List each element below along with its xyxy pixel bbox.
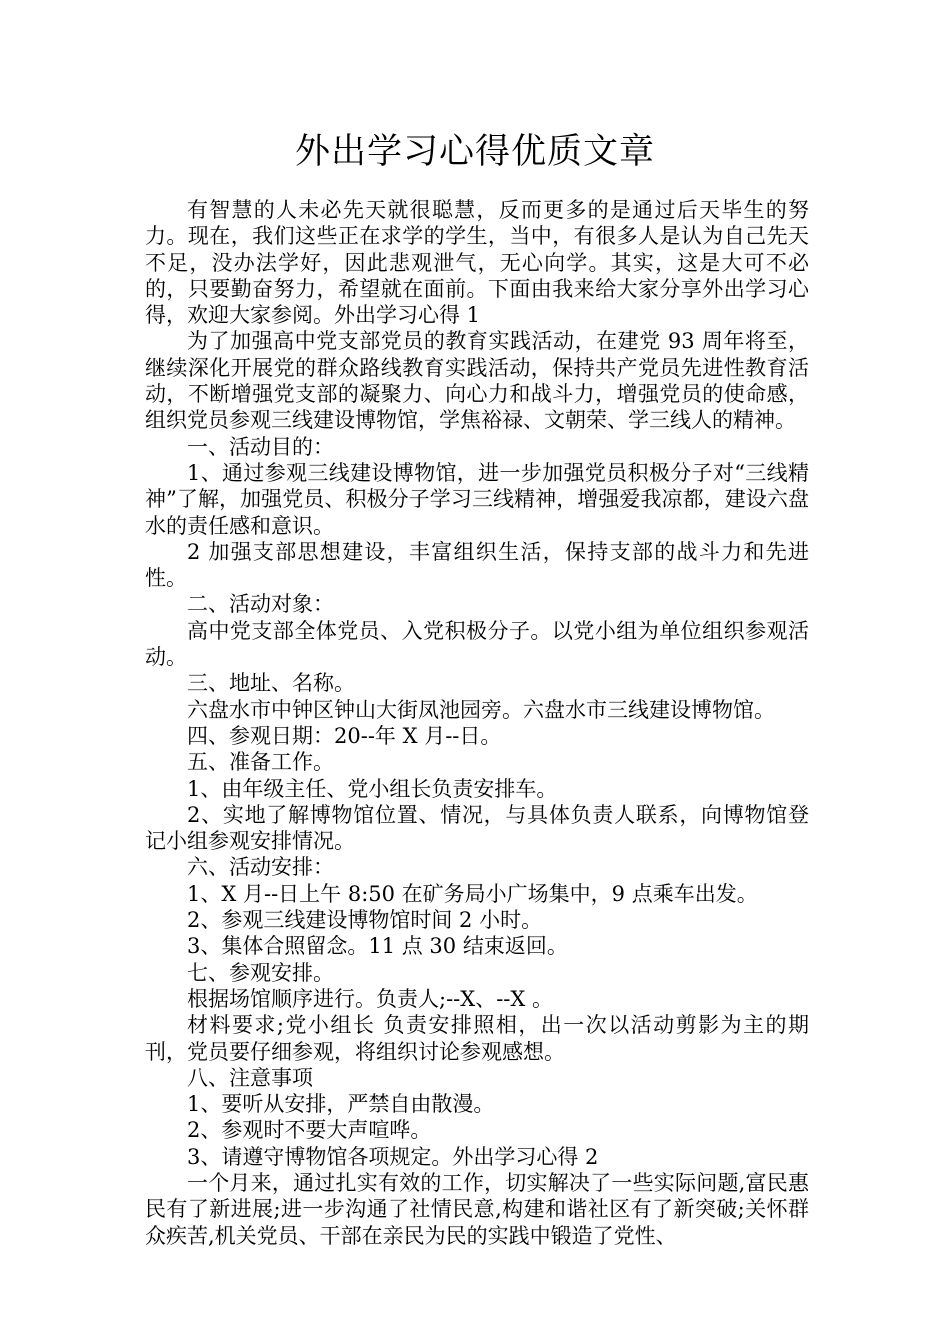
paragraph-note-2: 2、参观时不要大声喧哗。 <box>187 1118 432 1143</box>
paragraph-schedule-2: 2、参观三线建设博物馆时间 2 小时。 <box>187 908 543 933</box>
heading-visit-arrangement: 七、参观安排。 <box>187 960 334 985</box>
paragraph-purpose-2: 2 加强支部思想建设，丰富组织生活，保持支部的战斗力和先进性。 <box>145 539 809 591</box>
paragraph-schedule-3: 3、集体合照留念。11 点 30 结束返回。 <box>187 934 568 959</box>
paragraph-experience-2: 一个月来，通过扎实有效的工作，切实解决了一些实际问题,富民惠民有了新进展;进一步沟通了社情民意,构建和谐社区有了新突破;关怀群众疾苦,机关党员、干部在亲民为民的实践中锻造了党性、 <box>145 1170 809 1248</box>
paragraph-visit-date: 四、参观日期：20--年 X 月--日。 <box>187 723 502 748</box>
paragraph-intro: 有智慧的人未必先天就很聪慧，反而更多的是通过后天毕生的努力。现在，我们这些正在求学的学生，当中，有很多人是认为自己先天不足，没办法学好，因此悲观泄气，无心向学。其实，这是大可不必的，只要勤奋努力，希望就在面前。下面由我来给大家分享外出学习心得，欢迎大家参阅。外出学习心得 1 <box>145 198 809 328</box>
paragraph-note-1: 1、要听从安排，严禁自由散漫。 <box>187 1092 495 1117</box>
paragraph-target: 高中党支部全体党员、入党积极分子。以党小组为单位组织参观活动。 <box>145 618 809 670</box>
heading-activity-target: 二、活动对象： <box>187 592 334 617</box>
heading-address: 三、地址、名称。 <box>187 671 355 696</box>
document-title: 外出学习心得优质文章 <box>294 132 655 172</box>
paragraph-visit-order: 根据场馆顺序进行。负责人;--X、--X 。 <box>187 986 554 1011</box>
paragraph-address: 六盘水市中钟区钟山大街凤池园旁。六盘水市三线建设博物馆。 <box>187 697 775 722</box>
paragraph-preparation-1: 1、由年级主任、党小组长负责安排车。 <box>187 776 558 801</box>
heading-notes: 八、注意事项 <box>187 1065 313 1090</box>
paragraph-purpose-1: 1、通过参观三线建设博物馆，进一步加强党员积极分子对“三线精神”了解，加强党员、积极分子学习三线精神，增强爱我凉都，建设六盘水的责任感和意识。 <box>145 460 809 538</box>
heading-schedule: 六、活动安排： <box>187 855 334 880</box>
paragraph-schedule-1: 1、X 月--日上午 8:50 在矿务局小广场集中，9 点乘车出发。 <box>187 881 758 906</box>
paragraph-background: 为了加强高中党支部党员的教育实践活动，在建党 93 周年将至，继续深化开展党的群众路线教育实践活动，保持共产党员先进性教育活动，不断增强党支部的凝聚力、向心力和战斗力，增强党员的使命感，组织党员参观三线建设博物馆，学焦裕禄、文朝荣、学三线人的精神。 <box>145 329 809 433</box>
heading-preparation: 五、准备工作。 <box>187 750 334 775</box>
paragraph-materials: 材料要求;党小组长 负责安排照相，出一次以活动剪影为主的期刊，党员要仔细参观，将组织讨论参观感想。 <box>145 1013 809 1064</box>
paragraph-preparation-2: 2、实地了解博物馆位置、情况，与具体负责人联系，向博物馆登记小组参观安排情况。 <box>145 802 809 854</box>
paragraph-note-3: 3、请遵守博物馆各项规定。外出学习心得 2 <box>187 1144 599 1169</box>
heading-activity-purpose: 一、活动目的： <box>187 434 334 459</box>
document-body <box>145 197 809 1249</box>
